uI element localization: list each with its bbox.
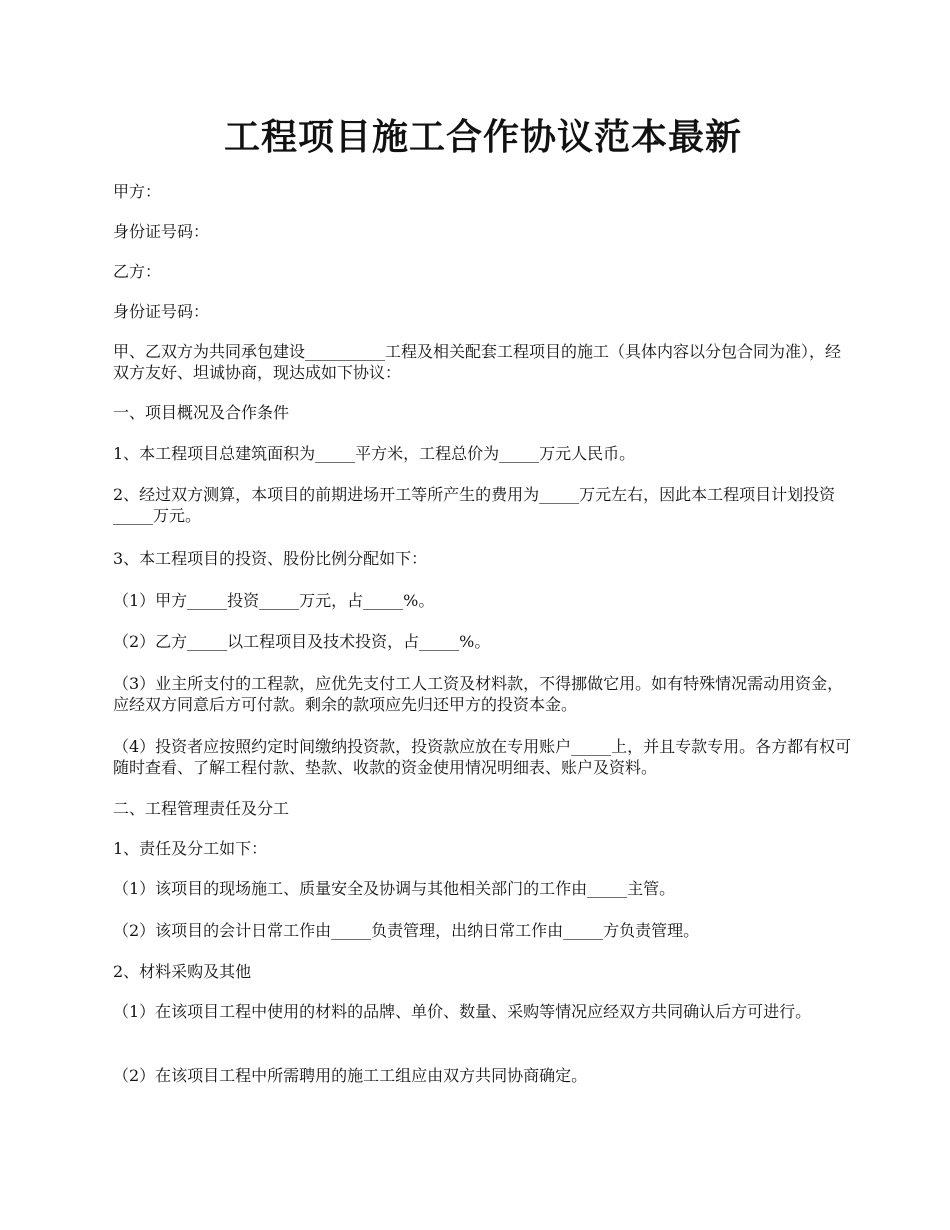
party-b-label: 乙方： (113, 262, 162, 281)
clause-2-1: 1、责任及分工如下： (113, 839, 268, 858)
preamble-paragraph: 甲、乙双方为共同承包建设__________工程及相关配套工程项目的施工（具体内容以分包合同为准），经双方友好、坦诚协商，现达成如下协议： (113, 342, 842, 382)
section-2-heading: 二、工程管理责任及分工 (113, 799, 290, 818)
clause-1-3-4: （4）投资者应按照约定时间缴纳投资款，投资款应放在专用账户_____上，并且专款专用。各方都有权可随时查看、了解工程付款、垫款、收款的资金使用情况明细表、账户及资料。 (113, 737, 852, 777)
clause-2-2: 2、材料采购及其他 (113, 962, 252, 981)
clause-1-3-3: （3）业主所支付的工程款，应优先支付工人工资及材料款，不得挪做它用。如有特殊情况需动用资金，应经双方同意后方可付款。剩余的款项应先归还甲方的投资本金。 (113, 674, 844, 714)
clause-1-1: 1、本工程项目总建筑面积为_____平方米，工程总价为_____万元人民币。 (113, 444, 636, 463)
clause-2-1-1: （1）该项目的现场施工、质量安全及协调与其他相关部门的工作由_____主管。 (113, 879, 676, 898)
clause-2-2-2: （2）在该项目工程中所需聘用的施工工组应由双方共同协商确定。 (113, 1066, 588, 1085)
party-a-label: 甲方： (113, 182, 162, 201)
section-1-heading: 一、项目概况及合作条件 (113, 403, 290, 422)
clause-1-3-1: （1）甲方_____投资_____万元，占_____%。 (113, 591, 435, 610)
document-title: 工程项目施工合作协议范本最新 (223, 116, 742, 158)
party-a-id-label: 身份证号码： (113, 222, 210, 241)
clause-2-2-1: （1）在该项目工程中使用的材料的品牌、单价、数量、采购等情况应经双方共同确认后方可进行。 (113, 1002, 812, 1021)
clause-1-3: 3、本工程项目的投资、股份比例分配如下： (113, 549, 428, 568)
clause-2-1-2: （2）该项目的会计日常工作由_____负责管理，出纳日常工作由_____方负责管理。 (113, 921, 700, 940)
party-b-id-label: 身份证号码： (113, 302, 210, 321)
clause-1-3-2: （2）乙方_____以工程项目及技术投资，占_____%。 (113, 632, 491, 651)
clause-1-2: 2、经过双方测算，本项目的前期进场开工等所产生的费用为_____万元左右，因此本工程项目计划投资_____万元。 (113, 485, 836, 525)
